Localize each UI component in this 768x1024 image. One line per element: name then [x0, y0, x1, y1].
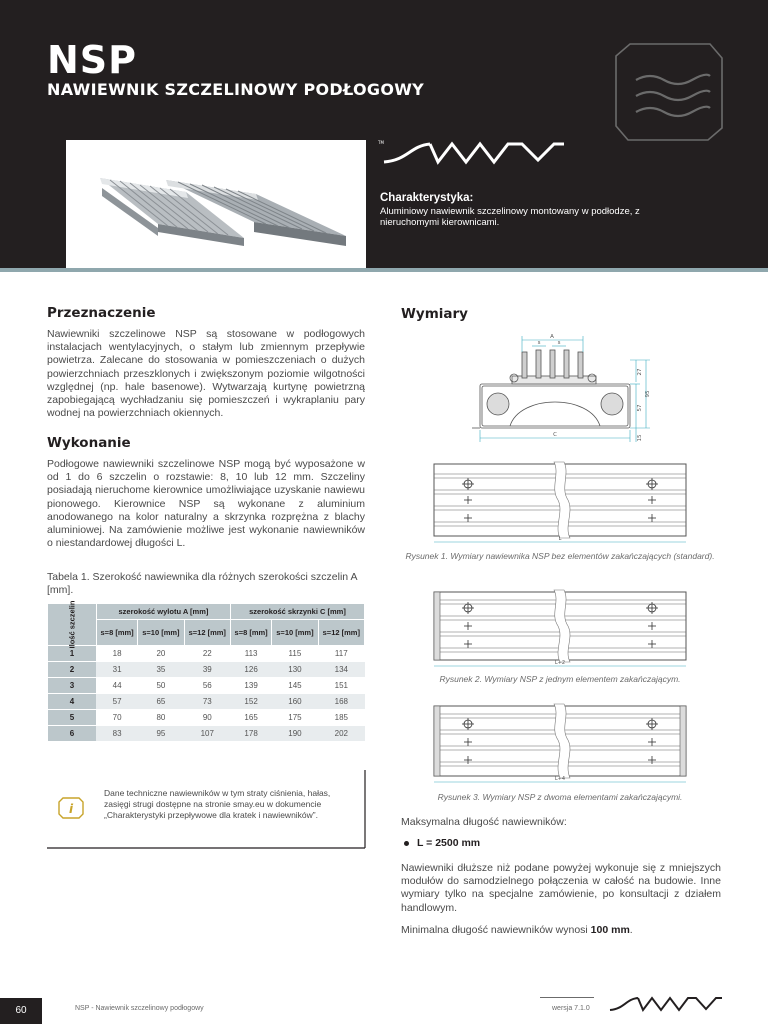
- cell-a: 95: [138, 726, 184, 742]
- dim-label-95: 95: [645, 390, 651, 398]
- cell-c: 152: [230, 694, 271, 710]
- air-waves-icon: [614, 42, 724, 142]
- cell-a: 70: [96, 710, 137, 726]
- table-row: [48, 694, 365, 710]
- col-header-a-s8: s=8 [mm]: [96, 620, 137, 646]
- row-count: 4: [48, 694, 97, 710]
- dimensions-heading: Wymiary: [401, 306, 468, 322]
- characteristics-text: Aluminiowy nawiewnik szczelinowy montowany w podłodze, z nieruchomymi kierownicami.: [380, 206, 640, 228]
- cell-c: 134: [318, 662, 364, 678]
- page-title: NSP: [47, 38, 138, 82]
- dim-label-57: 57: [637, 404, 643, 412]
- table-row: [48, 710, 365, 726]
- group-header-a: szerokość wylotu A [mm]: [96, 604, 230, 620]
- page-subtitle: NAWIEWNIK SZCZELINOWY PODŁOGOWY: [47, 80, 425, 99]
- cell-a: 22: [184, 646, 230, 662]
- purpose-heading: Przeznaczenie: [47, 305, 156, 321]
- cell-c: 168: [318, 694, 364, 710]
- dim-label-27: 27: [637, 368, 643, 376]
- svg-text:TM: TM: [378, 140, 384, 145]
- cell-c: 115: [272, 646, 318, 662]
- table-row: [48, 662, 365, 678]
- footer-rule: [540, 997, 594, 998]
- table-row: [48, 678, 365, 694]
- cell-a: 80: [138, 710, 184, 726]
- table-row: [48, 646, 365, 662]
- figure-2-caption: Rysunek 2. Wymiary NSP z jednym elementem zakańczającym.: [439, 674, 681, 684]
- cell-a: 90: [184, 710, 230, 726]
- page-number: 60: [0, 998, 42, 1024]
- dim-label-l4: L+4: [554, 776, 566, 782]
- brand-logo-footer: [606, 994, 722, 1014]
- cell-a: 57: [96, 694, 137, 710]
- dim-label-s1: s: [537, 340, 541, 346]
- cell-a: 50: [138, 678, 184, 694]
- cell-a: 83: [96, 726, 137, 742]
- cell-c: 178: [230, 726, 271, 742]
- cell-c: 126: [230, 662, 271, 678]
- construction-heading: Wykonanie: [47, 435, 131, 451]
- row-count: 5: [48, 710, 97, 726]
- cell-a: 107: [184, 726, 230, 742]
- cell-a: 31: [96, 662, 137, 678]
- cell-c: 145: [272, 678, 318, 694]
- figure-1-caption: Rysunek 1. Wymiary nawiewnika NSP bez elementów zakańczających (standard).: [405, 551, 715, 561]
- group-header-c: szerokość skrzynki C [mm]: [230, 604, 364, 620]
- max-length-value: L = 2500 mm: [417, 837, 481, 849]
- max-length-bullet: [404, 837, 480, 849]
- row-header-label: Ilość szczelin: [67, 600, 77, 649]
- min-length-value: 100 mm: [590, 924, 630, 936]
- cell-a: 65: [138, 694, 184, 710]
- figure-3-caption: Rysunek 3. Wymiary NSP z dwoma elementami zakańczającymi.: [437, 792, 683, 802]
- table-row: [48, 726, 365, 742]
- plan-view-two-ends: [428, 702, 698, 786]
- cell-a: 39: [184, 662, 230, 678]
- dim-label-15: 15: [637, 434, 643, 442]
- min-length-suffix: .: [629, 924, 633, 936]
- col-header-a-s12: s=12 [mm]: [184, 620, 230, 646]
- header-accent-line: [0, 268, 768, 272]
- min-length-prefix: Minimalna długość nawiewników wynosi: [401, 924, 591, 936]
- cell-c: 151: [318, 678, 364, 694]
- cell-c: 160: [272, 694, 318, 710]
- svg-text:i: i: [68, 802, 74, 816]
- col-header-a-s10: s=10 [mm]: [138, 620, 184, 646]
- brand-logo: [378, 138, 564, 168]
- cell-c: 165: [230, 710, 271, 726]
- product-photo: [66, 140, 366, 268]
- cell-c: 185: [318, 710, 364, 726]
- characteristics-title: Charakterystyka:: [380, 192, 474, 204]
- cell-c: 190: [272, 726, 318, 742]
- longer-units-text: Nawiewniki dłuższe niż podane powyżej wykonuje się z mniejszych modułów do samodzielnego połączenia w całość na budowie. Inne wymiary tylko na specjalne zamówienie, po konsultacji z działem handlowym.: [401, 862, 721, 914]
- dim-label-a: A: [550, 334, 554, 340]
- footer-version: wersja 7.1.0: [552, 1005, 590, 1012]
- cell-a: 73: [184, 694, 230, 710]
- cell-c: 139: [230, 678, 271, 694]
- info-text: Dane techniczne nawiewników w tym straty ciśnienia, hałas, zasięgi strugi dostępne na stronie smay.eu w dokumencie „Charakterystyki przepływowe dla kratek i nawiewników”.: [104, 788, 331, 820]
- max-length-label: Maksymalna długość nawiewników:: [401, 816, 567, 828]
- plan-view-standard: [428, 460, 698, 546]
- dim-label-l: L: [558, 536, 562, 542]
- dim-label-s2: s: [557, 340, 561, 346]
- plan-view-one-end: [428, 588, 698, 670]
- dimensions-table: [47, 600, 365, 742]
- cell-a: 20: [138, 646, 184, 662]
- cell-a: 44: [96, 678, 137, 694]
- cell-a: 56: [184, 678, 230, 694]
- cell-c: 202: [318, 726, 364, 742]
- row-count: 6: [48, 726, 97, 742]
- cell-c: 113: [230, 646, 271, 662]
- footer-title: NSP - Nawiewnik szczelinowy podłogowy: [75, 1005, 204, 1012]
- col-header-c-s12: s=12 [mm]: [318, 620, 364, 646]
- cell-c: 130: [272, 662, 318, 678]
- purpose-text: Nawiewniki szczelinowe NSP są stosowane w podłogowych instalacjach wentylacyjnych, o stałym lub zmiennym przepływie powietrza. Zalecane do stosowania w pomieszczeniach o dużych powierzchniach przeszklonych i zwiększonym poziomie wilgotności względnej (np. hale basenowe). Wytwarzają kurtynę powietrzną zapobiegającą wychładzaniu się pomieszczeń i wykraplaniu pary wodnej na powierzchniach okiennych.: [47, 328, 365, 420]
- table-caption: Tabela 1. Szerokość nawiewnika dla różnych szerokości szczelin A [mm].: [47, 571, 357, 596]
- row-header-cell: [48, 600, 97, 649]
- col-header-c-s10: s=10 [mm]: [272, 620, 318, 646]
- cell-a: 35: [138, 662, 184, 678]
- info-icon: [59, 798, 83, 818]
- min-length-text: [401, 924, 633, 936]
- cell-a: 18: [96, 646, 137, 662]
- cell-c: 175: [272, 710, 318, 726]
- row-count: 1: [48, 646, 97, 662]
- row-count: 2: [48, 662, 97, 678]
- cross-section-drawing: [460, 330, 650, 446]
- dim-label-c: C: [553, 432, 557, 438]
- col-header-c-s8: s=8 [mm]: [230, 620, 271, 646]
- cell-c: 117: [318, 646, 364, 662]
- row-count: 3: [48, 678, 97, 694]
- bullet-dot: [404, 841, 409, 846]
- construction-text: Podłogowe nawiewniki szczelinowe NSP mogą być wyposażone w od 1 do 6 szczelin o rozstawie: 8, 10 lub 12 mm. Szczeliny posiadają nieruchome kierownice umożliwiające uzyskanie nawiewu pionowego. Kierownice NSP są wykonane z aluminium anodowanego na kolor naturalny a skrzynka rozprężna z blachy aluminiowej. Na zamówienie możliwe jest wykonanie nawiewników o niestandardowej długości L.: [47, 458, 365, 550]
- dim-label-l2: L+2: [554, 660, 566, 666]
